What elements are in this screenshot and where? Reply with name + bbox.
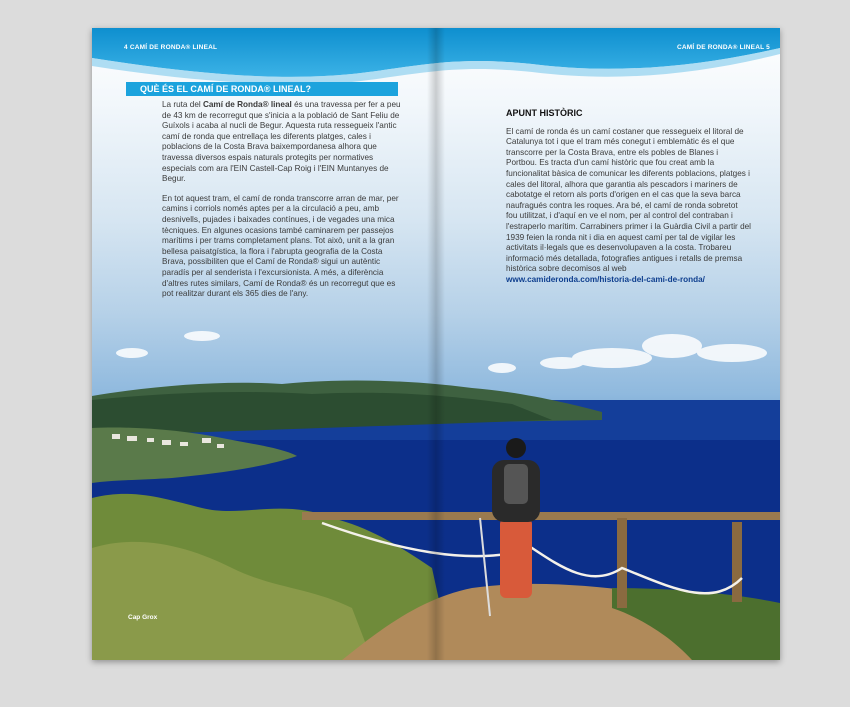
left-page-heading: QUÈ ÉS EL CAMÍ DE RONDA® LINEAL? xyxy=(140,84,311,94)
left-paragraph-2: En tot aquest tram, el camí de ronda transcorre arran de mar, per camins i corriols només aptes per a la circulació a peu, amb desnivells, pujades i baixades contínues, i de vegades una mica tècniques. En algunes ocasions també caminarem per passejos marítims i per trams completament plans. Tot això, unit a la gran bellesa paisatgística, la flora i l'abrupta geografia de la Costa Brava, possibiliten que el Camí de Ronda® sigui un autèntic paradís per al senderista i l'excursionista. A més, a diferència d'altres rutes similars, Camí de Ronda® és un recorregut que es pot realitzar durant els 365 dies de l'any. xyxy=(162,193,399,299)
history-link[interactable]: www.camideronda.com/historia-del-cami-de-ronda/ xyxy=(506,274,705,284)
right-text-column xyxy=(506,108,751,286)
para1-lead: La ruta del xyxy=(162,100,203,109)
left-paragraph-1 xyxy=(162,100,402,185)
right-page-heading: APUNT HISTÒRIC xyxy=(506,108,583,118)
left-running-header: 4 CAMÍ DE RONDA® LINEAL xyxy=(124,44,218,51)
right-body-text: El camí de ronda és un camí costaner que ressegueix el litoral de Catalunya tot i que el tram més conegut i emblemàtic és el que transcorre per la Costa Brava, entre els pobles de Blanes i Portbou. Es tracta d'un camí històric que fou creat amb la funcionalitat bàsica de comunicar les diferents poblacions, platges i cales del litoral, alhora que garantia als pescadors i mariners de cabotatge el retorn als ports d'origen en el cas que la seva barca naufragués contra les roques. Ara bé, el camí de ronda sobretot fou utilitzat, i d'aquí en ve el nom, per al control del contraban i l'estraperlo marítim. Carrabiners primer i la Guàrdia Civil a partir del 1939 feien la ronda nit i dia en aquest camí per tal de vigilar les activitats il·legals que es desenvolupaven a la costa. Trobareu informació més detallada, fotografies antigues i retalls de premsa històrica sobre decomisos al web xyxy=(506,126,751,274)
right-body xyxy=(506,127,751,286)
para1-bold: Camí de Ronda® lineal xyxy=(202,100,292,109)
para1-rest: és una travessa per fer a peu de 43 km de recorregut que s'inicia a la població de Sant Feliu de Guíxols i acaba al nucli de Begur. Aquesta ruta ressegueix l'antic camí de ronda que entrellaça les diferents platges, cales i poblacions de la Costa Brava baixempordanesa alhora que travessa diversos espais naturals protegits per normatives especials com ara l'EIN Castell-Cap Roig i l'EIN Muntanyes de Begur. xyxy=(162,100,401,184)
right-running-header: CAMÍ DE RONDA® LINEAL 5 xyxy=(676,44,770,51)
brochure-spread xyxy=(92,28,780,660)
left-text-column xyxy=(162,100,402,309)
photo-caption: Cap Grox xyxy=(128,614,158,621)
spine-gutter xyxy=(427,28,445,660)
